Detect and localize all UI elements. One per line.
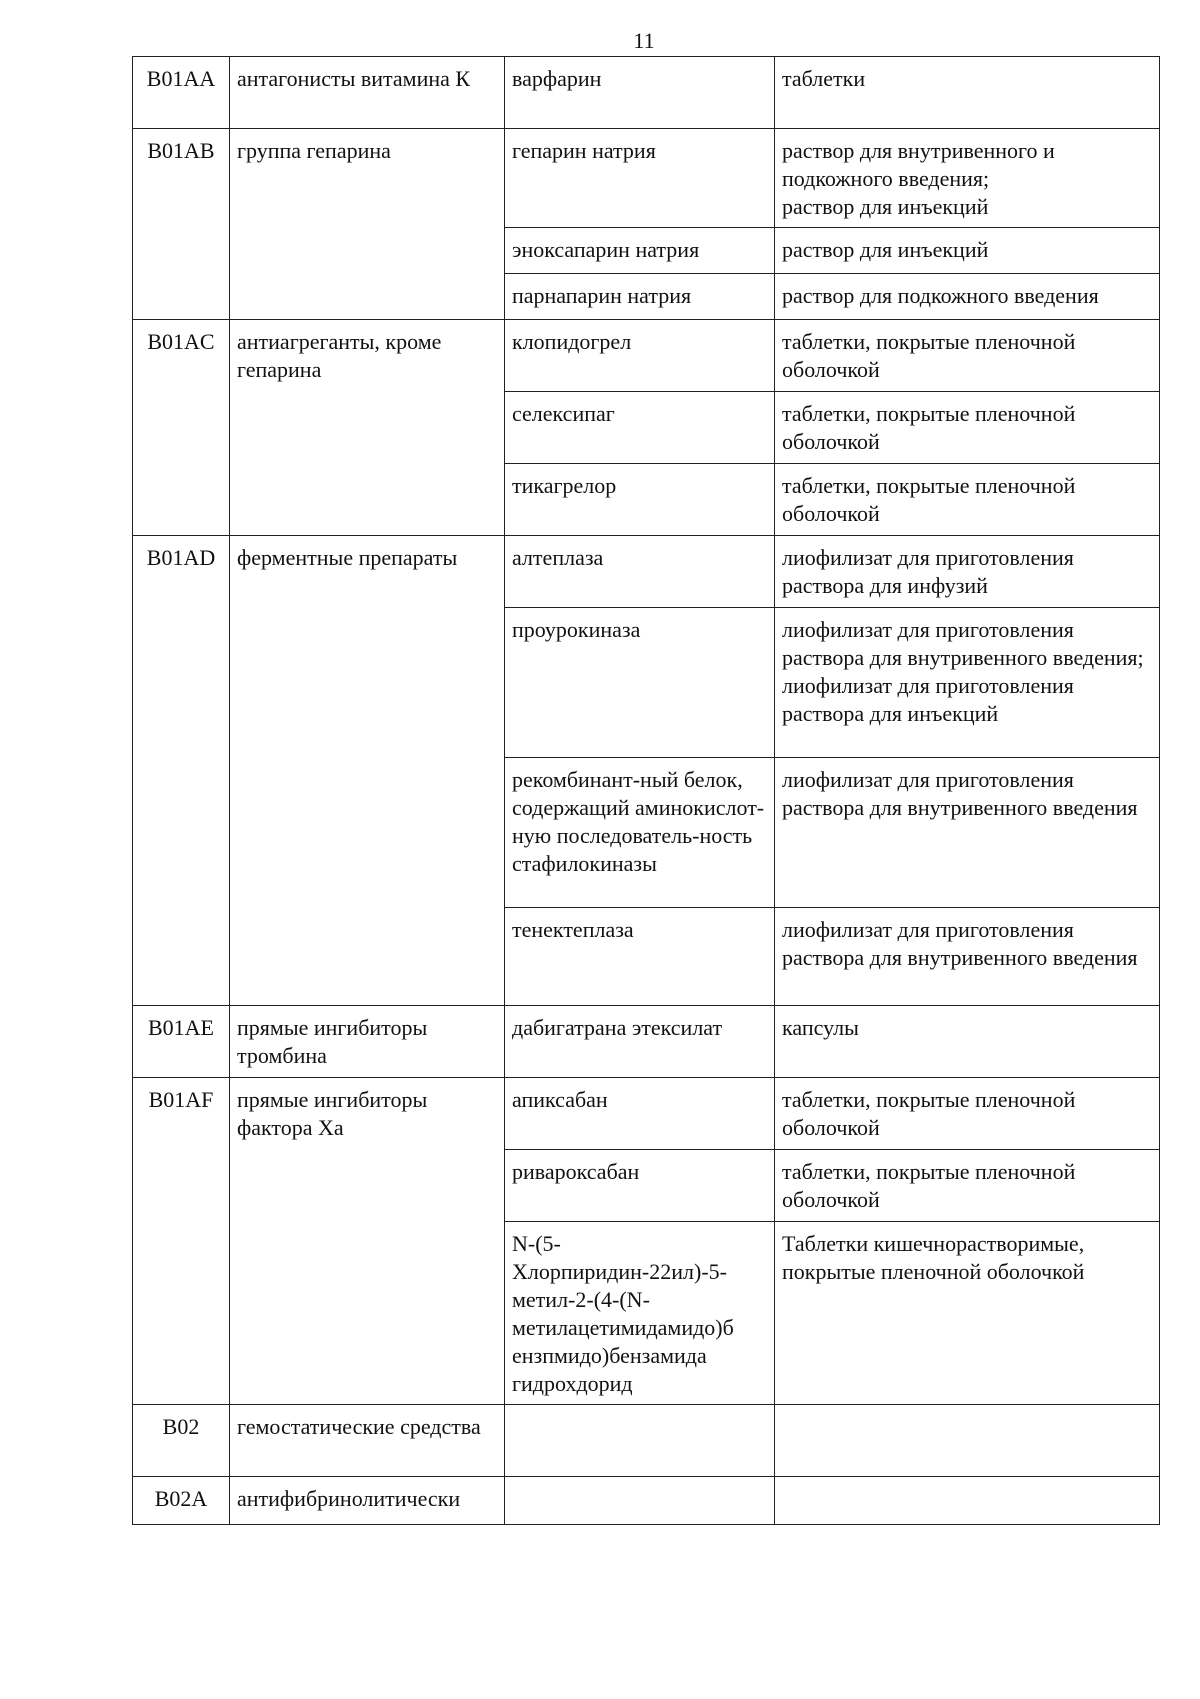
dosage-form-cell: таблетки, покрытые пленочной оболочкой [775, 1078, 1160, 1150]
dosage-form-cell: капсулы [775, 1006, 1160, 1078]
substance-cell: рекомбинант-ный белок, содержащий аминокислот-ную последователь-ность стафилокиназы [505, 758, 775, 908]
dosage-form-cell: раствор для инъекций [775, 228, 1160, 274]
group-cell: прямые ингибиторы тромбина [230, 1006, 505, 1078]
group-cell: антифибринолитически [230, 1477, 505, 1525]
group-cell: прямые ингибиторы фактора Ха [230, 1078, 505, 1405]
substance-cell [505, 1477, 775, 1525]
page-number: 11 [633, 28, 655, 53]
substance-cell: тенектеплаза [505, 908, 775, 1006]
dosage-form-cell: лиофилизат для приготовления раствора для внутривенного введения [775, 908, 1160, 1006]
group-cell: гемостатические средства [230, 1405, 505, 1477]
table-row [133, 1078, 1160, 1150]
substance-cell: апиксабан [505, 1078, 775, 1150]
table-row [133, 1405, 1160, 1477]
dosage-form-cell: таблетки, покрытые пленочной оболочкой [775, 392, 1160, 464]
atc-code-cell: B01AD [133, 536, 230, 1006]
substance-cell: проурокиназа [505, 608, 775, 758]
substance-cell: селексипаг [505, 392, 775, 464]
dosage-form-cell: лиофилизат для приготовления раствора для внутривенного введения [775, 758, 1160, 908]
dosage-form-cell: таблетки, покрытые пленочной оболочкой [775, 464, 1160, 536]
table-row [133, 536, 1160, 608]
table-row [133, 1006, 1160, 1078]
group-cell: группа гепарина [230, 129, 505, 320]
substance-cell: N-(5- Хлорпиридин-22ил)-5- метил-2-(4-(N- метилацетимидамидо)б ензпмидо)бензамида гидрохдорид [505, 1222, 775, 1405]
table-row [133, 129, 1160, 228]
substance-cell: парнапарин натрия [505, 274, 775, 320]
dosage-form-cell: лиофилизат для приготовления раствора для инфузий [775, 536, 1160, 608]
substance-cell: ривароксабан [505, 1150, 775, 1222]
dosage-form-cell: раствор для внутривенного и подкожного введения; раствор для инъекций [775, 129, 1160, 228]
dosage-form-cell: раствор для подкожного введения [775, 274, 1160, 320]
group-cell: антагонисты витамина К [230, 57, 505, 129]
table-row [133, 320, 1160, 392]
table-row [133, 57, 1160, 129]
atc-code-cell: B01AF [133, 1078, 230, 1405]
substance-cell: гепарин натрия [505, 129, 775, 228]
atc-code-cell: B01AC [133, 320, 230, 536]
atc-code-cell: B02A [133, 1477, 230, 1525]
dosage-form-cell: таблетки [775, 57, 1160, 129]
dosage-form-cell [775, 1477, 1160, 1525]
dosage-form-cell [775, 1405, 1160, 1477]
substance-cell: тикагрелор [505, 464, 775, 536]
drug-table [132, 56, 1160, 1525]
substance-cell [505, 1405, 775, 1477]
substance-cell: варфарин [505, 57, 775, 129]
atc-code-cell: B01AA [133, 57, 230, 129]
group-cell: ферментные препараты [230, 536, 505, 1006]
dosage-form-cell: таблетки, покрытые пленочной оболочкой [775, 320, 1160, 392]
substance-cell: клопидогрел [505, 320, 775, 392]
substance-cell: дабигатрана этексилат [505, 1006, 775, 1078]
atc-code-cell: B01AB [133, 129, 230, 320]
substance-cell: алтеплаза [505, 536, 775, 608]
atc-code-cell: B02 [133, 1405, 230, 1477]
dosage-form-cell: таблетки, покрытые пленочной оболочкой [775, 1150, 1160, 1222]
substance-cell: эноксапарин натрия [505, 228, 775, 274]
atc-code-cell: B01AE [133, 1006, 230, 1078]
dosage-form-cell: Таблетки кишечнорастворимые, покрытые пленочной оболочкой [775, 1222, 1160, 1405]
table-row [133, 1477, 1160, 1525]
group-cell: антиагреганты, кроме гепарина [230, 320, 505, 536]
dosage-form-cell: лиофилизат для приготовления раствора для внутривенного введения; лиофилизат для приготовления раствора для инъекций [775, 608, 1160, 758]
